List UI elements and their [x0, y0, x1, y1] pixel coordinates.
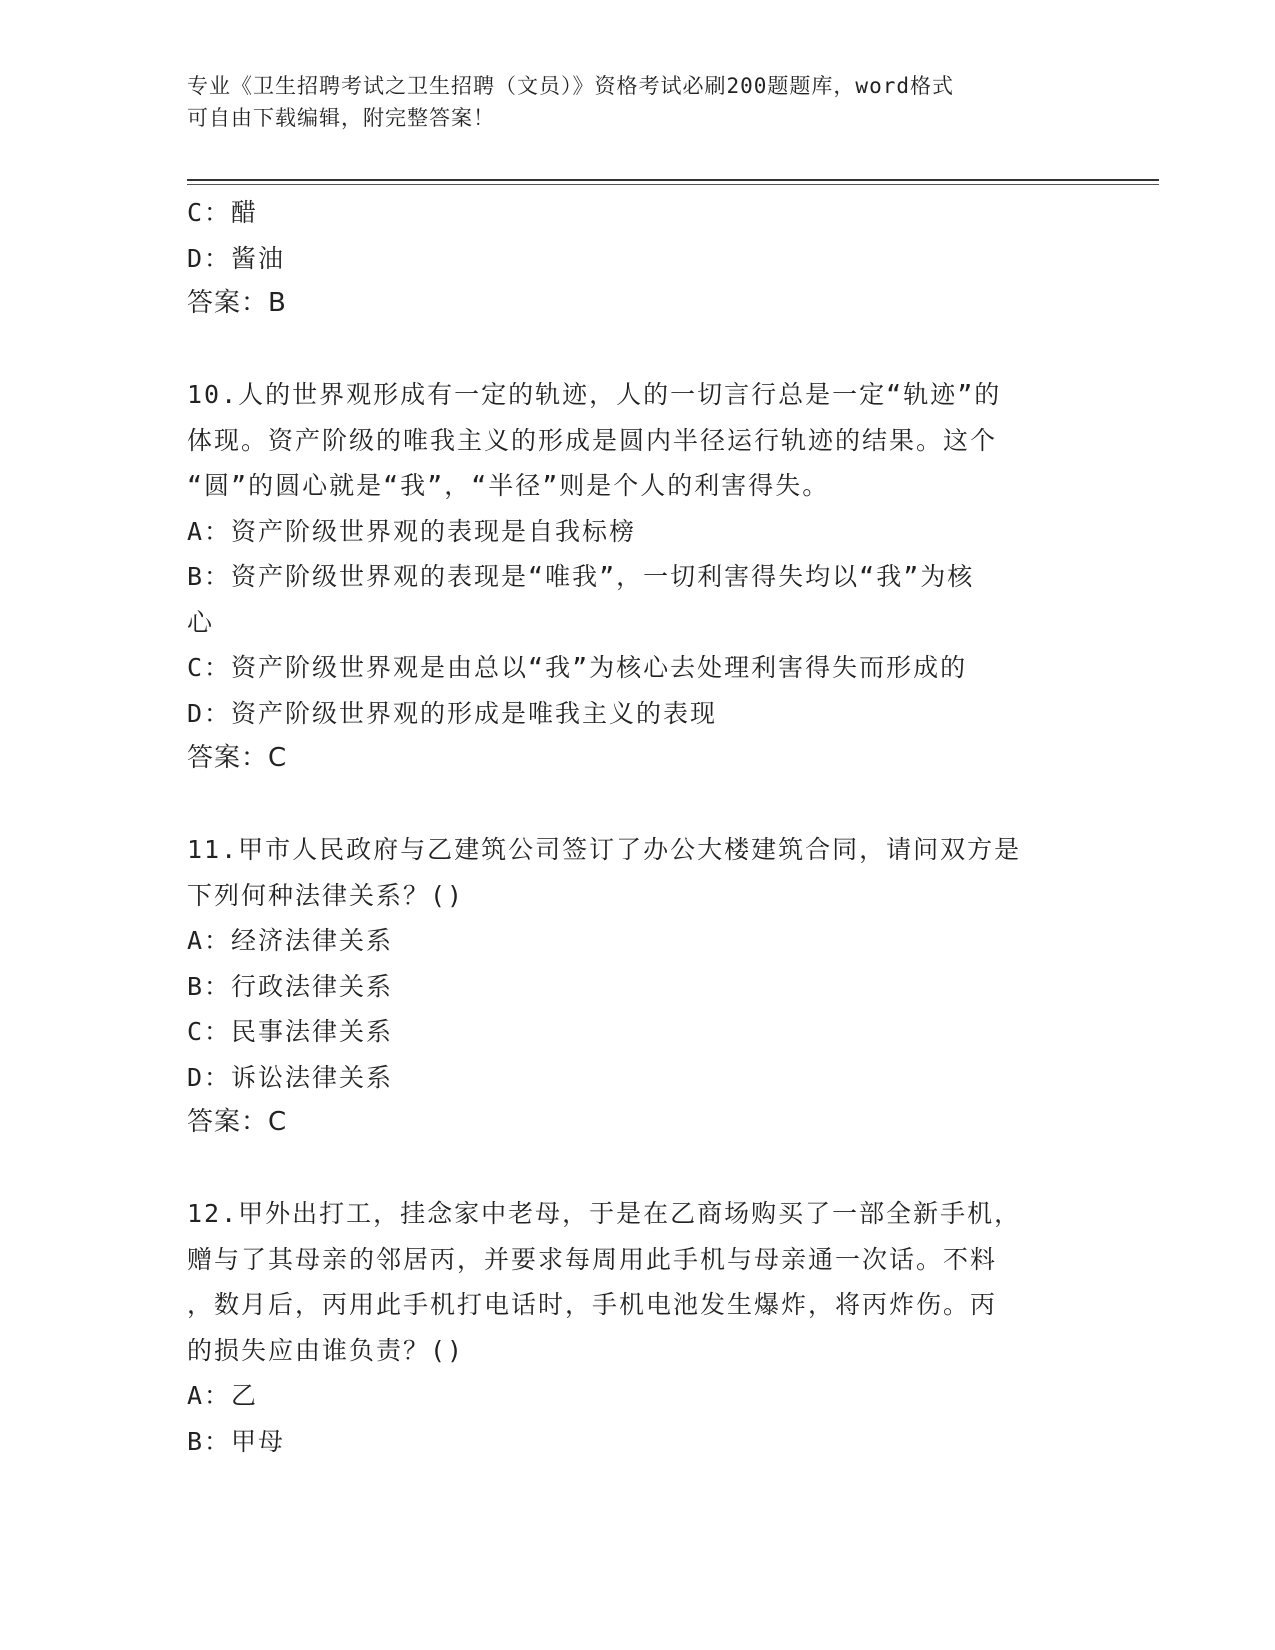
q10-option-d: D：资产阶级世界观的形成是唯我主义的表现: [187, 698, 718, 728]
header-line-2: 可自由下载编辑，附完整答案！: [187, 106, 495, 130]
q10-option-b-line-1: B：资产阶级世界观的表现是“唯我”，一切利害得失均以“我”为核: [187, 562, 975, 591]
q9-option-d: D：酱油: [187, 243, 286, 273]
q9-answer: 答案：B: [187, 288, 287, 318]
q12-stem-line-4: 的损失应由谁负责？(): [187, 1335, 465, 1365]
header-divider-thick: [187, 179, 1159, 181]
q11-answer: 答案：C: [187, 1107, 288, 1137]
q11-stem-line-2: 下列何种法律关系？(): [187, 880, 465, 910]
spacer: [187, 782, 1087, 828]
q10-answer: 答案：C: [187, 743, 288, 773]
question-12: [187, 1191, 1087, 1464]
q10-stem-line-1: 10.人的世界观形成有一定的轨迹，人的一切言行总是一定“轨迹”的: [187, 380, 1002, 409]
q10-stem-line-3: “圆”的圆心就是“我”，“半径”则是个人的利害得失。: [187, 471, 830, 500]
spacer: [187, 327, 1087, 373]
header-divider-thin: [187, 184, 1159, 185]
document-body: [187, 190, 1087, 1464]
question-9-tail: [187, 190, 1087, 327]
q11-stem-line-1: 11.甲市人民政府与乙建筑公司签订了办公大楼建筑合同，请问双方是: [187, 835, 1022, 864]
q12-stem-line-2: 赠与了其母亲的邻居丙，并要求每周用此手机与母亲通一次话。不料: [187, 1244, 998, 1274]
header-line-1: 专业《卫生招聘考试之卫生招聘（文员）》资格考试必刷200题题库，word格式: [187, 74, 954, 98]
question-11: [187, 827, 1087, 1146]
q11-option-d: D：诉讼法律关系: [187, 1062, 394, 1092]
q10-option-a: A：资产阶级世界观的表现是自我标榜: [187, 516, 637, 546]
q12-option-a: A：乙: [187, 1381, 259, 1410]
q11-option-a: A：经济法律关系: [187, 926, 394, 955]
q12-stem-line-3: ，数月后，丙用此手机打电话时，手机电池发生爆炸，将丙炸伤。丙: [187, 1290, 998, 1319]
q11-option-b: B：行政法律关系: [187, 971, 394, 1001]
q10-stem-line-2: 体现。资产阶级的唯我主义的形成是圆内半径运行轨迹的结果。这个: [187, 425, 998, 455]
q12-stem-line-1: 12.甲外出打工，挂念家中老母，于是在乙商场购买了一部全新手机，: [187, 1199, 1022, 1228]
spacer: [187, 1146, 1087, 1192]
q11-option-c: C：民事法律关系: [187, 1017, 394, 1046]
question-10: [187, 372, 1087, 782]
document-header: [187, 70, 1087, 134]
q10-option-c: C：资产阶级世界观是由总以“我”为核心去处理利害得失而形成的: [187, 653, 968, 682]
q12-option-b: B：甲母: [187, 1426, 286, 1456]
q10-option-b-line-2: 心: [187, 607, 215, 637]
q9-option-c: C：醋: [187, 198, 259, 227]
